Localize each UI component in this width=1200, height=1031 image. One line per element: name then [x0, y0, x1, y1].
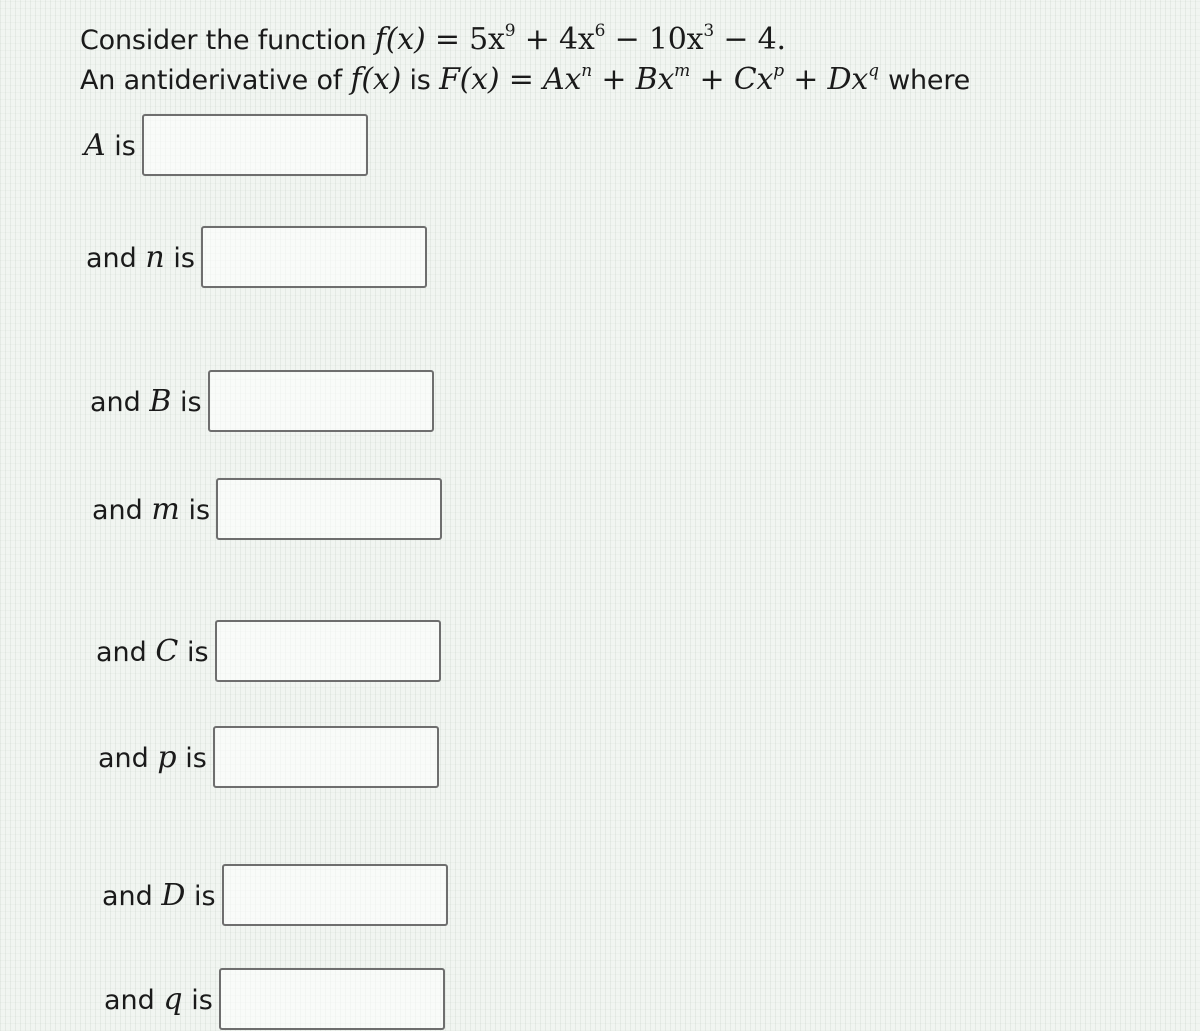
field-row-n — [86, 226, 427, 288]
F-term: Bx$^m$ — [635, 61, 691, 97]
line1-prefix: Consider the function — [80, 25, 367, 56]
operator: + — [601, 62, 627, 97]
field-label: and C is — [96, 633, 209, 669]
antiderivative-definition — [439, 62, 888, 97]
field-label: and n is — [86, 239, 195, 275]
F-lhs: F(x) = — [439, 62, 534, 97]
field-row-m — [92, 478, 442, 540]
operator: + — [524, 22, 550, 57]
f-term: $5x^9$ — [469, 21, 516, 57]
field-label: and D is — [102, 877, 216, 913]
F-term: Ax$^n$ — [543, 61, 592, 97]
field-label: and q is — [104, 981, 213, 1017]
F-term: Cx$^p$ — [733, 61, 784, 97]
operator: − — [614, 22, 640, 57]
operator: + — [793, 62, 819, 97]
field-row-p — [98, 726, 439, 788]
line2-prefix: An antiderivative of — [80, 65, 343, 96]
f-reference: f(x) — [350, 62, 402, 97]
answer-input-A[interactable] — [142, 114, 368, 176]
operator: − — [723, 22, 749, 57]
problem-line-1 — [80, 22, 786, 57]
function-definition — [375, 22, 786, 57]
field-label: and p is — [98, 739, 207, 775]
field-row-A — [84, 114, 368, 176]
line2-mid: is — [409, 65, 431, 96]
answer-input-m[interactable] — [216, 478, 442, 540]
field-row-B — [90, 370, 434, 432]
field-row-D — [102, 864, 448, 926]
answer-input-B[interactable] — [208, 370, 434, 432]
field-row-C — [96, 620, 441, 682]
f-constant: 4. — [757, 22, 786, 57]
f-term: $10x^3$ — [648, 21, 714, 57]
f-lhs: f(x) = — [374, 22, 460, 57]
answer-input-C[interactable] — [215, 620, 441, 682]
field-row-q — [104, 968, 445, 1030]
f-term: $4x^6$ — [558, 21, 606, 57]
operator: + — [699, 62, 725, 97]
problem-line-2 — [80, 62, 970, 97]
answer-input-q[interactable] — [219, 968, 445, 1030]
field-label: A is — [84, 127, 136, 163]
answer-input-D[interactable] — [222, 864, 448, 926]
F-term: Dx$^q$ — [827, 61, 879, 97]
field-label: and m is — [92, 491, 211, 527]
answer-input-n[interactable] — [201, 226, 427, 288]
line2-suffix: where — [888, 65, 971, 96]
answer-input-p[interactable] — [213, 726, 439, 788]
field-label: and B is — [90, 383, 202, 419]
